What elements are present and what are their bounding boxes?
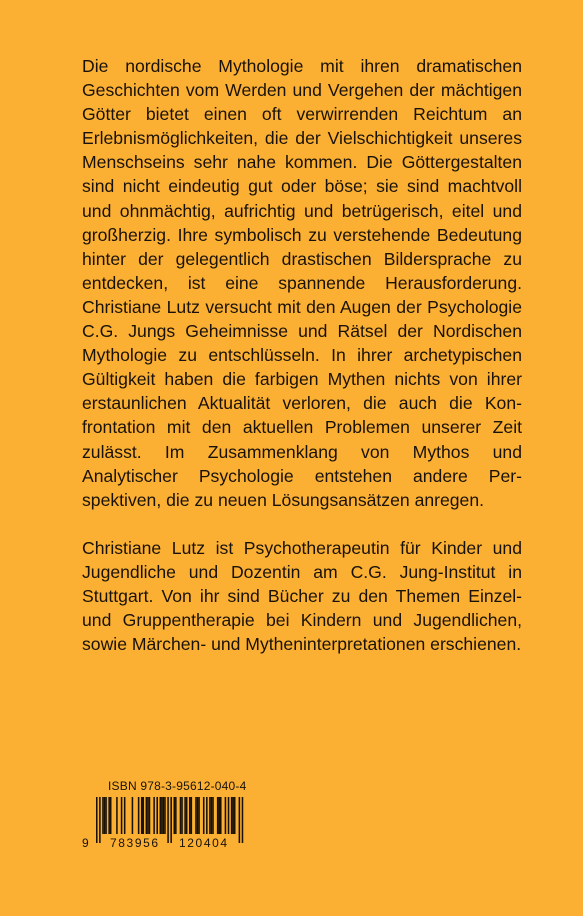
- barcode-digits-left: 783956: [110, 836, 160, 850]
- barcode-bar: [239, 797, 241, 843]
- barcode-bar: [116, 797, 118, 834]
- barcode-bar: [147, 797, 149, 834]
- barcode-bar: [211, 797, 213, 834]
- barcode-bar: [191, 797, 193, 834]
- barcode-bar: [181, 797, 183, 834]
- barcode-bar: [170, 797, 172, 843]
- barcode-bar: [180, 797, 182, 834]
- barcode-bar: [175, 797, 177, 834]
- barcode-bar: [189, 797, 191, 834]
- blurb-paragraph-1: Die nordische Mythologie mit ihren dramatischen Geschichten vom Werden und Vergehen der mächtigen Götter bietet einen oft verwirrenden Reichtum an Erlebnismöglichkeiten, die der Vielschichtigkeit unseres Menschseins sehr nahe kommen. Die Göttergestalten sind nicht eindeutig gut oder böse; sie sind machtvoll und ohnmächtig, aufrichtig und betrügerisch, eitel und großherzig. Ihre symbolisch zu verstehende Bedeutung hinter der gelegentlich drastischen Bildersprache zu entdecken, ist eine spannende Herausforderung. Christiane Lutz versucht mit den Augen der Psychologie C.G. Jungs Geheimnisse und Rätsel der Nordischen Mythologie zu entschlüsseln. In ihrer archetypischen Gültigkeit haben die farbigen Mythen nichts von ihrer erstaunlichen Aktualität verloren, die auch die Konfrontation mit den aktuellen Problemen unserer Zeit zulässt. Im Zusammenklang von Mythos und Analytischer Psychologie entstehen andere Perspektiven, die zu neuen Lösungsansätzen anregen.: [82, 56, 522, 510]
- barcode-bar: [161, 797, 163, 834]
- barcode-bar: [108, 797, 110, 834]
- barcode-bar: [132, 797, 134, 834]
- barcode-bar: [228, 797, 230, 834]
- back-cover-text: [82, 54, 522, 656]
- barcode-bar: [225, 797, 227, 834]
- barcode-bar: [203, 797, 205, 834]
- barcode-bar: [184, 797, 186, 834]
- barcode-bar: [206, 797, 208, 834]
- barcode-bar: [121, 797, 123, 834]
- barcode-bar: [174, 797, 176, 834]
- barcode-bar: [197, 797, 199, 834]
- barcode-bar: [218, 797, 220, 834]
- barcode-bar: [195, 797, 197, 834]
- isbn-label: ISBN 978-3-95612-040-4: [108, 779, 247, 793]
- barcode-bar: [167, 797, 169, 843]
- barcode-digits-right: 120404: [179, 836, 229, 850]
- barcode-bar: [217, 797, 219, 834]
- barcode-bar: [104, 797, 106, 834]
- barcode-bar: [102, 797, 104, 834]
- barcode-digit-lead: 9: [82, 836, 89, 850]
- barcode-bar: [220, 797, 222, 834]
- barcode-bar: [231, 797, 233, 834]
- barcode-bar: [149, 797, 151, 834]
- barcode-bar: [232, 797, 234, 834]
- barcode-bar: [209, 797, 211, 834]
- barcode-bar: [198, 797, 200, 834]
- barcode-bar: [163, 797, 165, 834]
- barcode-bar: [110, 797, 112, 834]
- barcode-bar: [105, 797, 107, 834]
- barcode-bar: [96, 797, 98, 843]
- barcode-bar: [160, 797, 162, 834]
- barcode-block: [82, 797, 262, 853]
- barcode-bar: [99, 797, 101, 843]
- barcode-bar: [242, 797, 244, 843]
- barcode-bar: [146, 797, 148, 834]
- barcode-bar: [141, 797, 143, 834]
- author-bio-paragraph: Christiane Lutz ist Psychotherapeutin für Kinder und Jugendliche und Dozentin am C.G. Jung-Institut in Stuttgart. Von ihr sind Bücher zu den Themen Einzel- und Gruppentherapie bei Kindern und Jugendlichen, sowie Märchen- und Mytheninterpretationen erschienen.: [82, 537, 522, 655]
- barcode-bar: [212, 797, 214, 834]
- barcode-bar: [124, 797, 126, 834]
- barcode-bar: [138, 797, 140, 834]
- barcode-bar: [234, 797, 236, 834]
- barcode-bar: [153, 797, 155, 834]
- barcode-bar: [156, 797, 158, 834]
- barcode-bar: [143, 797, 145, 834]
- barcode-bar: [164, 797, 166, 834]
- barcode-bar: [186, 797, 188, 834]
